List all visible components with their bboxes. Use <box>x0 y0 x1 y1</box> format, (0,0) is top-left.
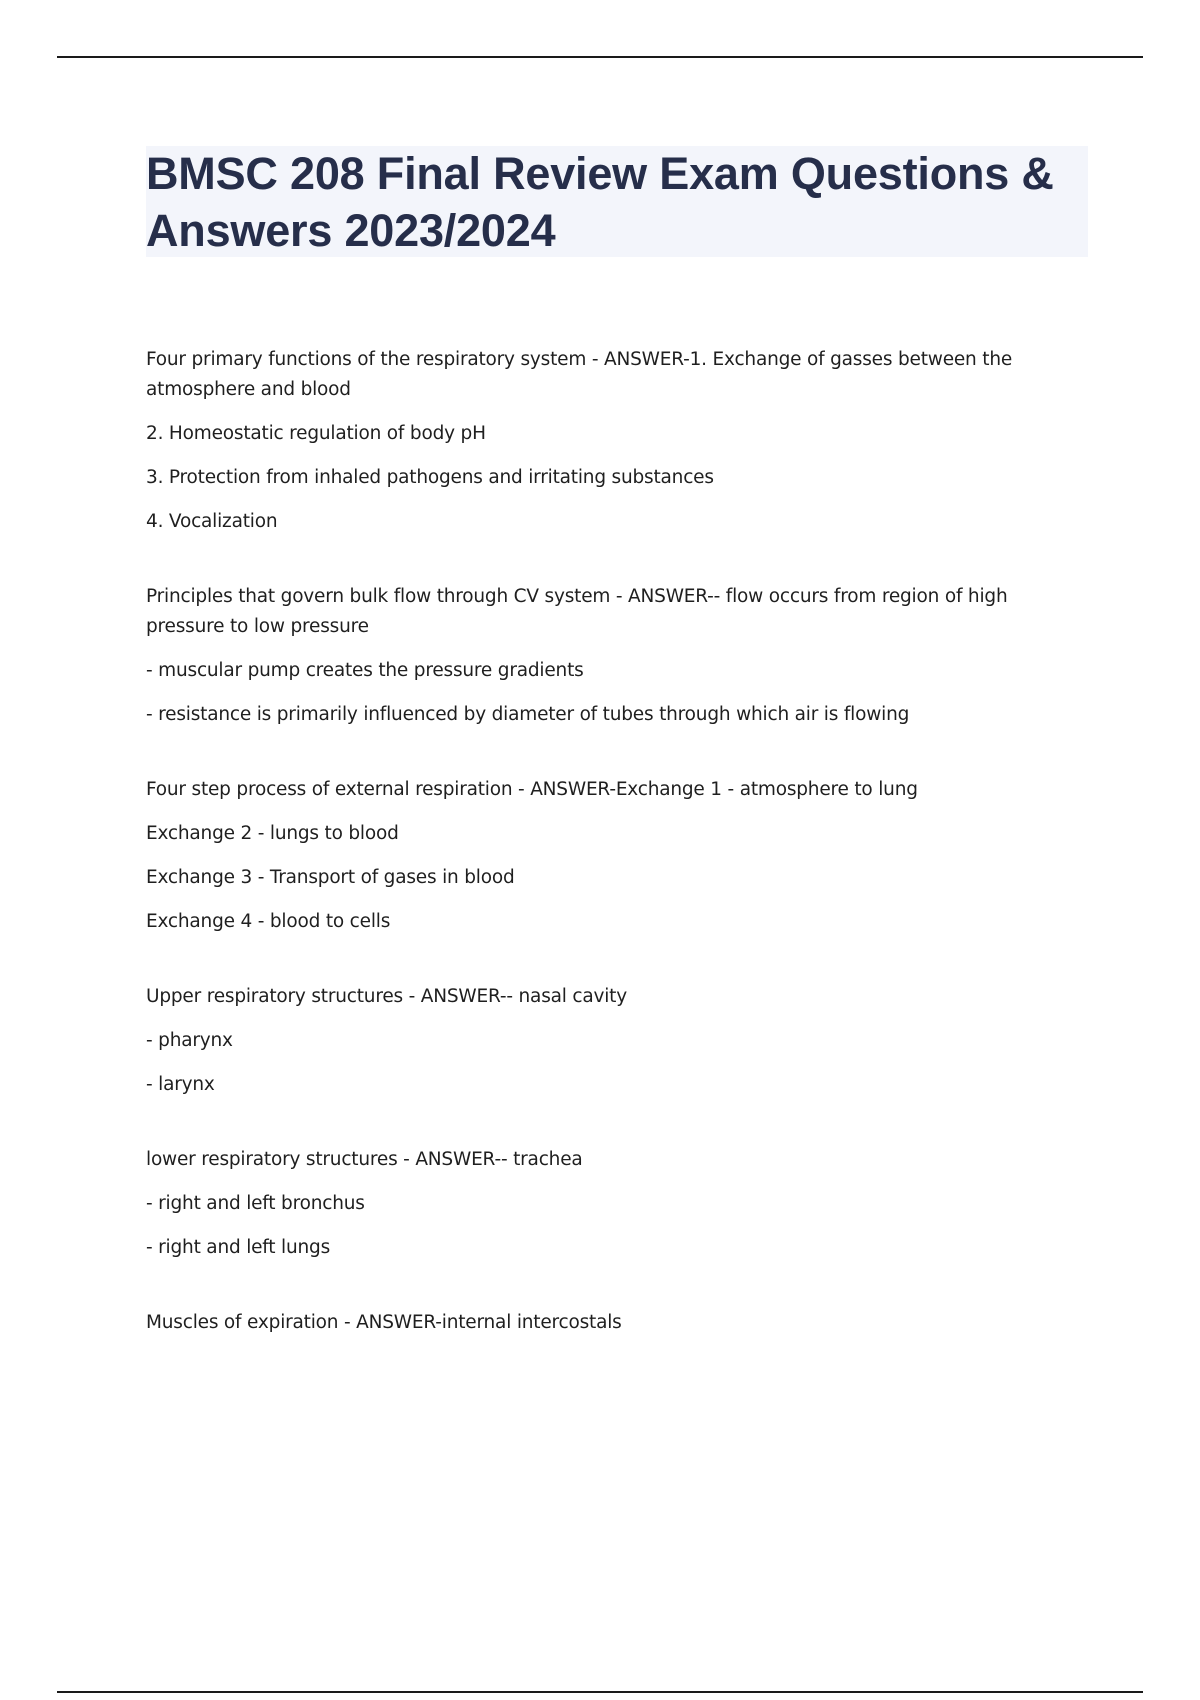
qa-item-external-respiration <box>146 775 1086 937</box>
qa-line: - pharynx <box>146 1030 233 1051</box>
bottom-rule <box>57 1691 1143 1693</box>
qa-item-respiratory-functions <box>146 345 1086 537</box>
qa-line: Four primary functions of the respiratory system - ANSWER-1. Exchange of gasses between the atmosphere and blood <box>146 349 1013 400</box>
qa-item-upper-structures <box>146 982 1086 1100</box>
page-title: BMSC 208 Final Review Exam Questions & Answers 2023/2024 <box>146 148 1054 256</box>
qa-line: Four step process of external respiration - ANSWER-Exchange 1 - atmosphere to lung <box>146 779 918 800</box>
qa-line: Upper respiratory structures - ANSWER-- nasal cavity <box>146 986 627 1007</box>
qa-content <box>146 345 1086 1383</box>
qa-line: - right and left bronchus <box>146 1193 365 1214</box>
qa-line: - muscular pump creates the pressure gradients <box>146 660 584 681</box>
qa-line: 4. Vocalization <box>146 511 278 532</box>
qa-line: Muscles of expiration - ANSWER-internal intercostals <box>146 1312 622 1333</box>
qa-item-bulk-flow <box>146 582 1086 730</box>
qa-item-expiration-muscles <box>146 1308 1086 1338</box>
qa-line: lower respiratory structures - ANSWER-- trachea <box>146 1149 583 1170</box>
qa-item-lower-structures <box>146 1145 1086 1263</box>
qa-line: 2. Homeostatic regulation of body pH <box>146 423 486 444</box>
qa-line: Exchange 4 - blood to cells <box>146 911 391 932</box>
qa-line: Principles that govern bulk flow through CV system - ANSWER-- flow occurs from region of high pressure to low pressure <box>146 586 1008 637</box>
top-rule <box>57 56 1143 58</box>
qa-line: 3. Protection from inhaled pathogens and irritating substances <box>146 467 714 488</box>
qa-line: Exchange 3 - Transport of gases in blood <box>146 867 515 888</box>
qa-line: - right and left lungs <box>146 1237 331 1258</box>
qa-line: Exchange 2 - lungs to blood <box>146 823 399 844</box>
qa-line: - larynx <box>146 1074 215 1095</box>
qa-line: - resistance is primarily influenced by diameter of tubes through which air is flowing <box>146 704 910 725</box>
